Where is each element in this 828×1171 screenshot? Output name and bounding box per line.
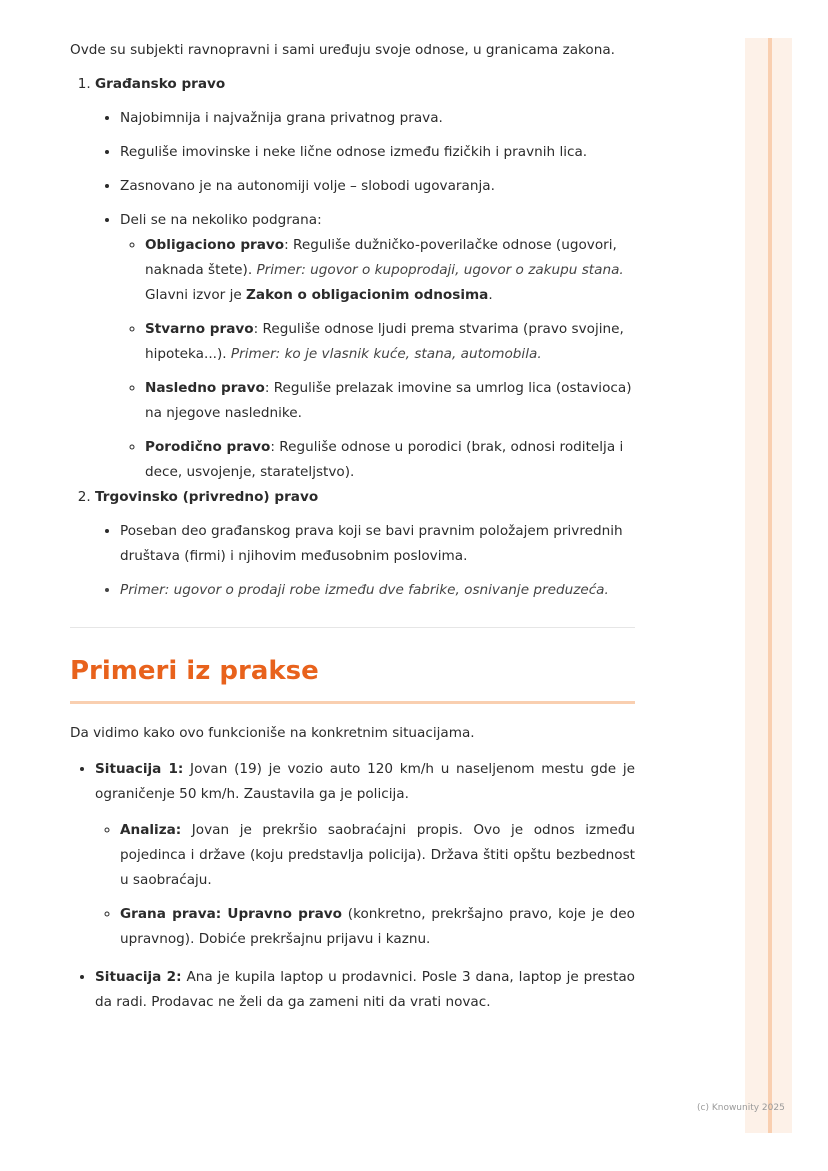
lead-paragraph: Da vidimo kako ovo funkcioniše na konkretnim situacijama. xyxy=(70,725,475,741)
subbranches-list xyxy=(120,233,635,485)
situation-text: Ana je kupila laptop u prodavnici. Posle 3 dana, laptop je prestao da radi. Prodavac ne želi da ga zameni niti da vrati novac. xyxy=(95,969,635,1010)
subbranch-item xyxy=(145,376,635,426)
subbranch-item xyxy=(145,435,635,485)
branch-title: Trgovinsko (privredno) pravo xyxy=(95,489,319,505)
subbranch-text: : Reguliše odnose u porodici (brak, odnosi roditelja i dece, usvojenje, starateljstvo). xyxy=(145,439,624,480)
detail-text: Jovan je prekršio saobraćajni propis. Ovo je odnos između pojedinca i države (koju predstavlja policija). Država štiti opštu bezbednost u saobraćaju. xyxy=(120,822,635,888)
situation-details xyxy=(95,818,635,952)
subbranch-name: Nasledno pravo xyxy=(145,380,265,396)
subbranch-text: : Reguliše prelazak imovine sa umrlog lica (ostavioca) na njegove naslednike. xyxy=(145,380,632,421)
situation-text: Jovan (19) je vozio auto 120 km/h u naseljenom mestu gde je ograničenje 50 km/h. Zaustavila ga je policija. xyxy=(95,761,635,802)
detail-item xyxy=(120,902,635,952)
subbranch-text: : Reguliše odnose ljudi prema stvarima (pravo svojine, hipoteka...). xyxy=(145,321,624,362)
intro-paragraph: Ovde su subjekti ravnopravni i sami uređuju svoje odnose, u granicama zakona. xyxy=(70,42,616,58)
document-body xyxy=(70,38,635,1015)
subbranch-name: Stvarno pravo xyxy=(145,321,254,337)
branch-civil-law xyxy=(95,72,635,485)
situation-label: Situacija 2: xyxy=(95,969,182,985)
branch-commercial-law xyxy=(95,485,635,603)
heading-underline xyxy=(70,701,635,704)
situation-item xyxy=(95,965,635,1015)
civil-law-bullets xyxy=(95,106,635,485)
commercial-law-bullets xyxy=(95,519,635,603)
subbranch-name: Porodično pravo xyxy=(145,439,271,455)
side-accent-line xyxy=(768,38,772,1133)
list-item: • Zasnovano je na autonomiji volje – slobodi ugovaranja. xyxy=(120,174,635,199)
list-item: • Najobimnija i najvažnija grana privatnog prava. xyxy=(120,106,635,131)
subbranch-text: : Reguliše dužničko-poverilačke odnose (ugovori, naknada štete). xyxy=(145,237,617,278)
branch-title: Građansko pravo xyxy=(95,76,226,92)
subbranch-example: Primer: ugovor o kupoprodaji, ugovor o zakupu stana. xyxy=(256,262,624,278)
situation-label: Situacija 1: xyxy=(95,761,184,777)
subbranch-extra: Glavni izvor je xyxy=(145,287,247,303)
list-item xyxy=(120,208,635,485)
section-heading: Primeri iz prakse xyxy=(70,656,319,686)
list-item: • Poseban deo građanskog prava koji se bavi pravnim položajem privrednih društava (firmi) i njihovim međusobnim poslovima. xyxy=(120,519,635,569)
detail-text: (konkretno, prekršajno pravo, koje je deo upravnog). Dobiće prekršajnu prijavu i kaznu. xyxy=(120,906,635,947)
copyright-footer: (c) Knowunity 2025 xyxy=(697,1103,785,1113)
subbranch-extra-bold: Zakon o obligacionim odnosima xyxy=(246,287,489,303)
subbranch-example: Primer: ko je vlasnik kuće, stana, automobila. xyxy=(230,346,542,362)
detail-label: Analiza: xyxy=(120,822,182,838)
subbranch-item xyxy=(145,317,635,367)
list-item-example: • Primer: ugovor o prodaji robe između dve fabrike, osnivanje preduzeća. xyxy=(120,578,635,603)
situations-list xyxy=(70,757,635,1015)
list-item: • Reguliše imovinske i neke lične odnose između fizičkih i pravnih lica. xyxy=(120,140,635,165)
subbranch-extra-end: . xyxy=(488,287,493,303)
detail-item xyxy=(120,818,635,893)
detail-label: Grana prava: Upravno pravo xyxy=(120,906,342,922)
situation-item xyxy=(95,757,635,952)
subbranch-name: Obligaciono pravo xyxy=(145,237,285,253)
law-branches-list xyxy=(70,72,635,603)
subbranches-intro: Deli se na nekoliko podgrana: xyxy=(120,212,322,228)
subbranch-item xyxy=(145,233,635,308)
divider xyxy=(70,627,635,628)
